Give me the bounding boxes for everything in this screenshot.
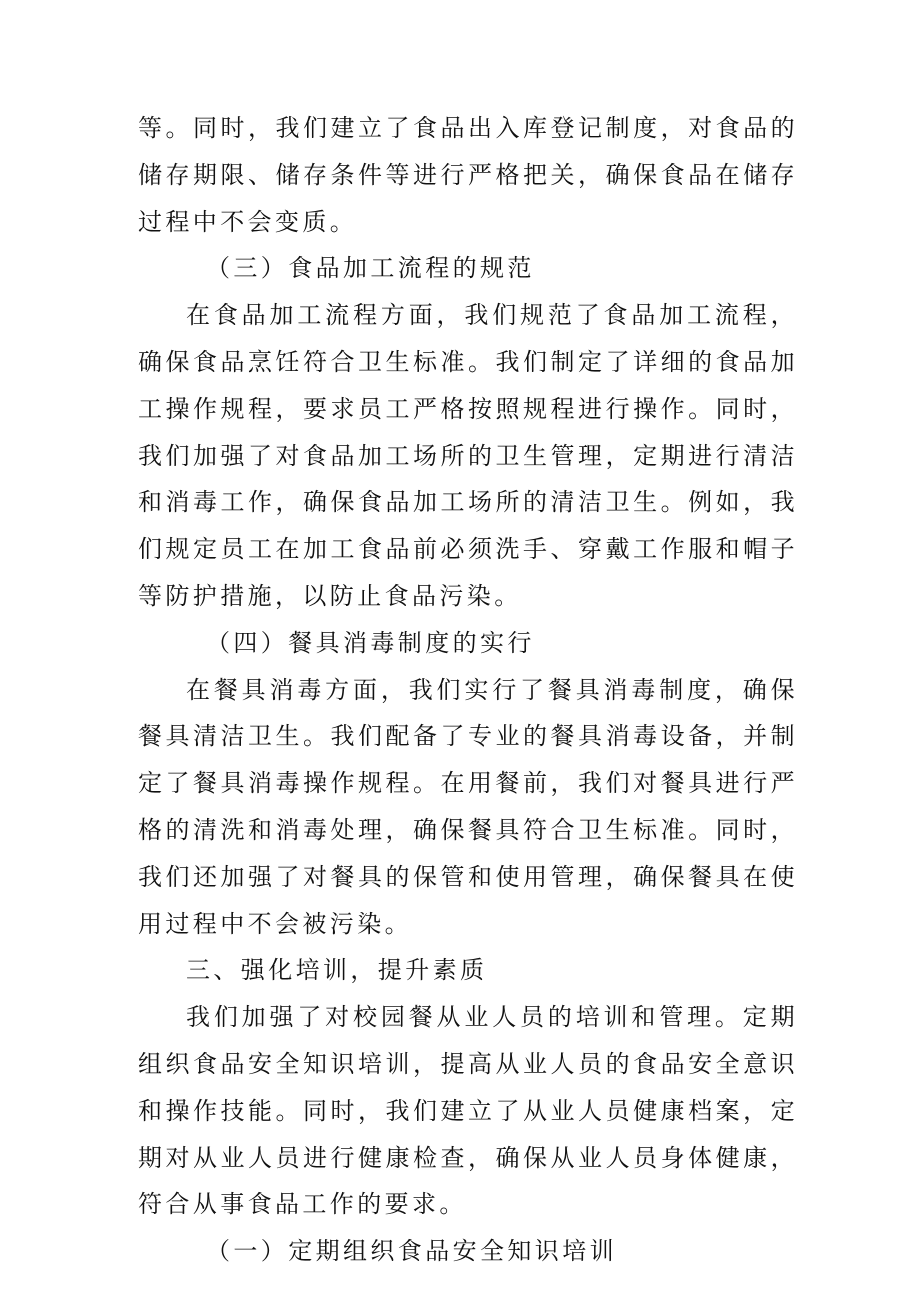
paragraph-food-processing: 在食品加工流程方面，我们规范了食品加工流程，确保食品烹饪符合卫生标准。我们制定了详细的食品加工操作规程，要求员工严格按照规程进行操作。同时，我们加强了对食品加工场所的卫生管理，定期进行清洁和消毒工作，确保食品加工场所的清洁卫生。例如，我们规定员工在加工食品前必须洗手、穿戴工作服和帽子等防护措施，以防止食品污染。 (138, 301, 798, 610)
paragraph-training: 我们加强了对校园餐从业人员的培训和管理。定期组织食品安全知识培训，提高从业人员的食品安全意识和操作技能。同时，我们建立了从业人员健康档案，定期对从业人员进行健康检查，确保从业人员身体健康，符合从事食品工作的要求。 (138, 1003, 798, 1219)
heading-food-processing: （三）食品加工流程的规范 (206, 254, 535, 283)
paragraph-tableware-disinfection: 在餐具消毒方面，我们实行了餐具消毒制度，确保餐具清洁卫生。我们配备了专业的餐具消毒设备，并制定了餐具消毒操作规程。在用餐前，我们对餐具进行严格的清洗和消毒处理，确保餐具符合卫生标准。同时，我们还加强了对餐具的保管和使用管理，确保餐具在使用过程中不会被污染。 (138, 675, 798, 938)
heading-safety-training: （一）定期组织食品安全知识培训 (206, 1237, 617, 1266)
paragraph-storage-continued: 等。同时，我们建立了食品出入库登记制度，对食品的储存期限、储存条件等进行严格把关，确保食品在储存过程中不会变质。 (138, 114, 798, 236)
heading-training: 三、强化培训，提升素质 (186, 956, 488, 985)
heading-tableware-disinfection: （四）餐具消毒制度的实行 (206, 628, 535, 657)
document-body (138, 105, 798, 1275)
